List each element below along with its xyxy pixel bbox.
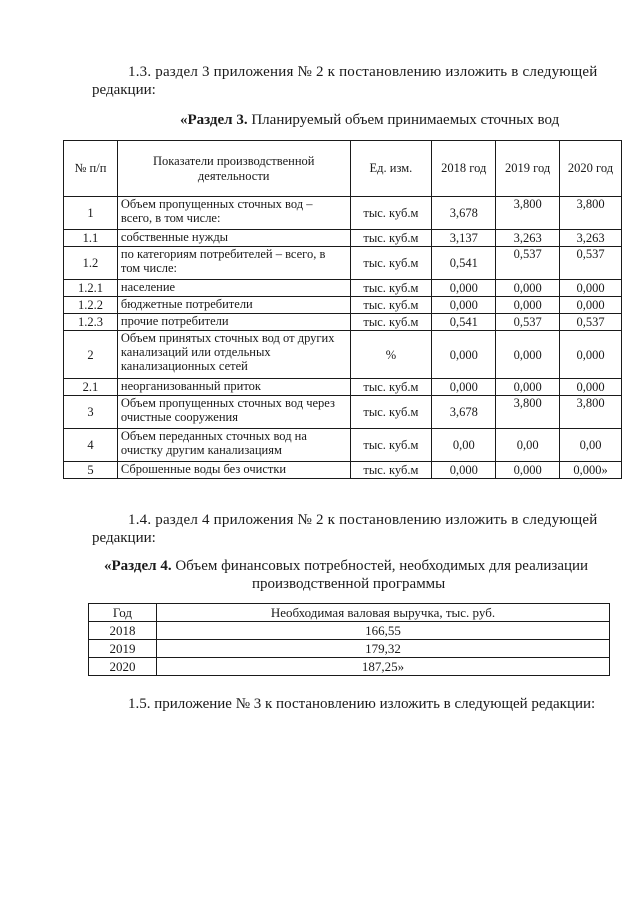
row-unit: тыс. куб.м bbox=[350, 314, 432, 331]
row-num: 1.2.3 bbox=[64, 314, 118, 331]
row-2020: 0,000 bbox=[560, 297, 622, 314]
row-indicator: собственные нужды bbox=[117, 230, 350, 247]
row-unit: тыс. куб.м bbox=[350, 280, 432, 297]
paragraph-1-3-line1: 1.3. раздел 3 приложения № 2 к постановлению изложить в следующей bbox=[128, 64, 598, 80]
row-indicator: неорганизованный приток bbox=[117, 379, 350, 396]
row-unit: тыс. куб.м bbox=[350, 462, 432, 479]
section-4-title-line1: Объем финансовых потребностей, необходимых для реализации bbox=[171, 558, 589, 574]
table-row bbox=[64, 429, 622, 462]
row-unit: тыс. куб.м bbox=[350, 429, 432, 462]
paragraph-1-5: 1.5. приложение № 3 к постановлению изложить в следующей редакции: bbox=[128, 696, 596, 712]
wastewater-table bbox=[63, 140, 622, 479]
row-num: 1.2.2 bbox=[64, 297, 118, 314]
row-2018: 0,000 bbox=[432, 331, 496, 379]
header-year: Год bbox=[89, 604, 157, 622]
row-2019: 3,800 bbox=[496, 197, 560, 230]
row-2018: 3,678 bbox=[432, 197, 496, 230]
row-2020: 3,263 bbox=[560, 230, 622, 247]
table-row bbox=[64, 396, 622, 429]
revenue-table bbox=[88, 603, 610, 676]
row-unit: тыс. куб.м bbox=[350, 297, 432, 314]
row-num: 2 bbox=[64, 331, 118, 379]
table-row bbox=[89, 658, 610, 676]
row-indicator: Сброшенные воды без очистки bbox=[117, 462, 350, 479]
row-year: 2020 bbox=[89, 658, 157, 676]
row-indicator: по категориям потребителей – всего, в том числе: bbox=[117, 247, 350, 280]
paragraph-1-4-line1: 1.4. раздел 4 приложения № 2 к постановлению изложить в следующей bbox=[128, 512, 598, 528]
row-2018: 3,137 bbox=[432, 230, 496, 247]
row-2019: 0,000 bbox=[496, 462, 560, 479]
row-2018: 0,000 bbox=[432, 280, 496, 297]
table-row bbox=[89, 622, 610, 640]
paragraph-1-3-line2: редакции: bbox=[92, 82, 156, 98]
row-num: 5 bbox=[64, 462, 118, 479]
row-num: 4 bbox=[64, 429, 118, 462]
section-4-heading bbox=[104, 556, 588, 576]
row-2020: 0,000» bbox=[560, 462, 622, 479]
row-indicator: прочие потребители bbox=[117, 314, 350, 331]
row-year: 2019 bbox=[89, 640, 157, 658]
row-2018: 3,678 bbox=[432, 396, 496, 429]
table-row bbox=[64, 230, 622, 247]
row-num: 1.1 bbox=[64, 230, 118, 247]
row-indicator: Объем принятых сточных вод от других канализаций или отдельных канализационных сетей bbox=[117, 331, 350, 379]
table-row bbox=[64, 331, 622, 379]
row-unit: тыс. куб.м bbox=[350, 230, 432, 247]
row-unit: % bbox=[350, 331, 432, 379]
header-indicator: Показатели производственной деятельности bbox=[117, 141, 350, 197]
row-unit: тыс. куб.м bbox=[350, 247, 432, 280]
row-num: 3 bbox=[64, 396, 118, 429]
header-num: № п/п bbox=[64, 141, 118, 197]
header-2019: 2019 год bbox=[496, 141, 560, 197]
table-row bbox=[89, 640, 610, 658]
row-2018: 0,541 bbox=[432, 314, 496, 331]
row-2018: 0,00 bbox=[432, 429, 496, 462]
row-2018: 0,000 bbox=[432, 297, 496, 314]
row-indicator: население bbox=[117, 280, 350, 297]
row-unit: тыс. куб.м bbox=[350, 197, 432, 230]
table-row bbox=[64, 379, 622, 396]
row-2019: 0,537 bbox=[496, 247, 560, 280]
row-2020: 0,00 bbox=[560, 429, 622, 462]
header-2020: 2020 год bbox=[560, 141, 622, 197]
row-2019: 0,537 bbox=[496, 314, 560, 331]
row-2019: 0,000 bbox=[496, 297, 560, 314]
table-row bbox=[64, 197, 622, 230]
table-row bbox=[64, 314, 622, 331]
row-2019: 3,800 bbox=[496, 396, 560, 429]
table-row bbox=[64, 297, 622, 314]
row-2019: 0,00 bbox=[496, 429, 560, 462]
row-2019: 3,263 bbox=[496, 230, 560, 247]
row-indicator: бюджетные потребители bbox=[117, 297, 350, 314]
table-row bbox=[64, 247, 622, 280]
row-2020: 0,537 bbox=[560, 247, 622, 280]
row-revenue: 187,25» bbox=[156, 658, 609, 676]
row-indicator: Объем пропущенных сточных вод – всего, в том числе: bbox=[117, 197, 350, 230]
section-3-title: Планируемый объем принимаемых сточных вод bbox=[247, 112, 560, 128]
row-num: 1.2 bbox=[64, 247, 118, 280]
row-2020: 3,800 bbox=[560, 197, 622, 230]
row-2020: 0,537 bbox=[560, 314, 622, 331]
row-2020: 0,000 bbox=[560, 280, 622, 297]
section-4-label: «Раздел 4. bbox=[104, 558, 172, 574]
row-2018: 0,000 bbox=[432, 462, 496, 479]
row-2020: 0,000 bbox=[560, 379, 622, 396]
row-unit: тыс. куб.м bbox=[350, 379, 432, 396]
row-indicator: Объем переданных сточных вод на очистку другим канализациям bbox=[117, 429, 350, 462]
row-2020: 0,000 bbox=[560, 331, 622, 379]
row-revenue: 166,55 bbox=[156, 622, 609, 640]
row-2019: 0,000 bbox=[496, 379, 560, 396]
row-num: 1.2.1 bbox=[64, 280, 118, 297]
row-indicator: Объем пропущенных сточных вод через очистные сооружения bbox=[117, 396, 350, 429]
row-num: 1 bbox=[64, 197, 118, 230]
table-row bbox=[64, 462, 622, 479]
row-2019: 0,000 bbox=[496, 331, 560, 379]
row-2018: 0,000 bbox=[432, 379, 496, 396]
section-3-label: «Раздел 3. bbox=[180, 112, 248, 128]
row-2020: 3,800 bbox=[560, 396, 622, 429]
header-revenue: Необходимая валовая выручка, тыс. руб. bbox=[156, 604, 609, 622]
header-unit: Ед. изм. bbox=[350, 141, 432, 197]
section-3-heading bbox=[180, 110, 559, 130]
row-2019: 0,000 bbox=[496, 280, 560, 297]
header-2018: 2018 год bbox=[432, 141, 496, 197]
section-4-title-line2: производственной программы bbox=[252, 576, 446, 592]
paragraph-1-3 bbox=[128, 62, 628, 82]
paragraph-1-4-line2: редакции: bbox=[92, 530, 156, 546]
table-row bbox=[64, 280, 622, 297]
row-2018: 0,541 bbox=[432, 247, 496, 280]
row-num: 2.1 bbox=[64, 379, 118, 396]
row-year: 2018 bbox=[89, 622, 157, 640]
row-revenue: 179,32 bbox=[156, 640, 609, 658]
row-unit: тыс. куб.м bbox=[350, 396, 432, 429]
